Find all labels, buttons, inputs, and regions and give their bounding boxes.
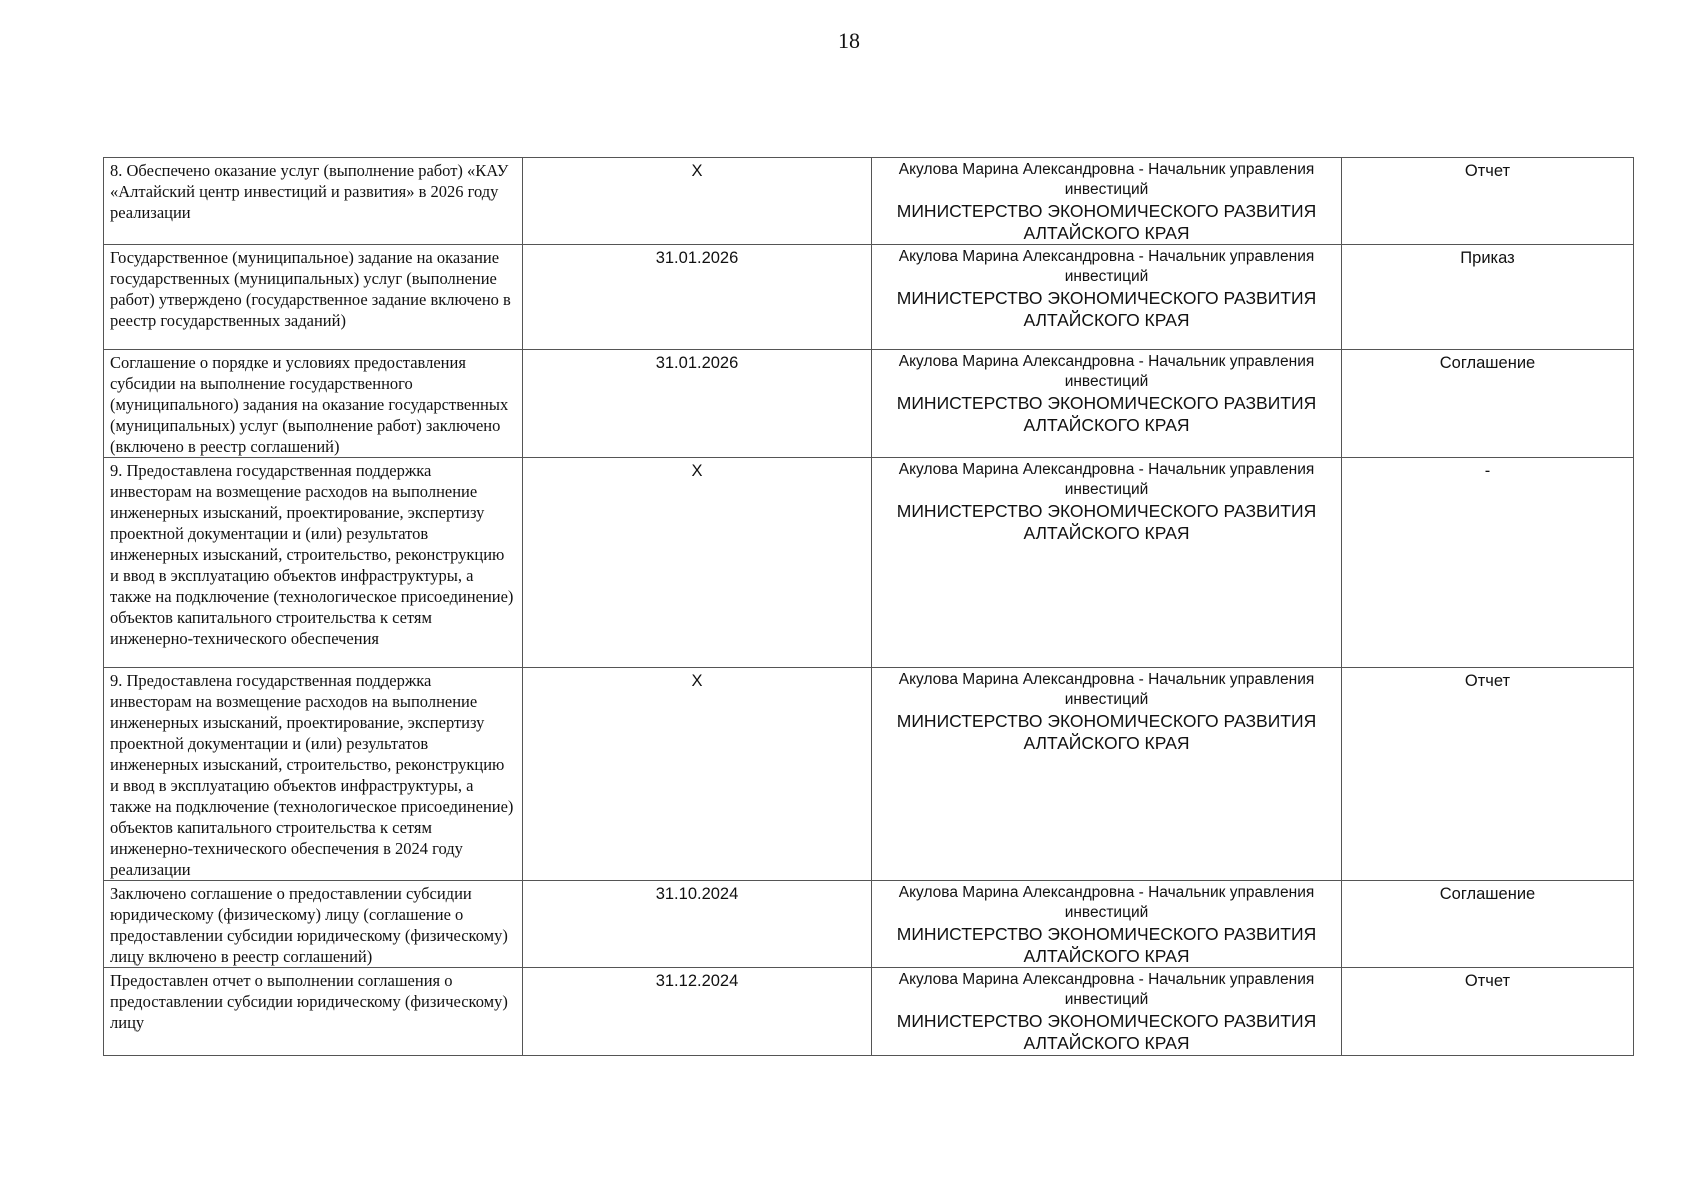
document-type-cell xyxy=(1342,968,1634,1056)
task-description-cell: 8. Обеспечено оказание услуг (выполнение работ) «КАУ «Алтайский центр инвестиций и развития» в 2026 году реализации xyxy=(104,158,523,245)
responsible-organization: МИНИСТЕРСТВО ЭКОНОМИЧЕСКОГО РАЗВИТИЯ АЛТАЙСКОГО КРАЯ xyxy=(896,201,1317,243)
document-type-value: Соглашение xyxy=(1439,885,1536,903)
document-type-value: Отчет xyxy=(1464,672,1511,690)
deadline-cell xyxy=(523,158,872,245)
deadline-value: 31.01.2026 xyxy=(655,354,739,372)
responsible-cell xyxy=(872,350,1342,458)
document-type-cell xyxy=(1342,458,1634,668)
table-row xyxy=(104,968,1634,1056)
document-type-value: Отчет xyxy=(1464,162,1511,180)
responsible-organization: МИНИСТЕРСТВО ЭКОНОМИЧЕСКОГО РАЗВИТИЯ АЛТАЙСКОГО КРАЯ xyxy=(896,393,1317,435)
task-description-cell: Государственное (муниципальное) задание на оказание государственных (муниципальных) услуг (выполнение работ) утверждено (государственное задание включено в реестр государственных заданий) xyxy=(104,245,523,350)
responsible-person: Акулова Марина Александровна - Начальник управления инвестиций xyxy=(898,971,1315,1008)
responsible-cell xyxy=(872,668,1342,881)
responsible-person: Акулова Марина Александровна - Начальник управления инвестиций xyxy=(898,248,1315,285)
deadline-value: X xyxy=(691,462,703,480)
deadline-value: 31.10.2024 xyxy=(655,885,739,903)
responsible-person: Акулова Марина Александровна - Начальник управления инвестиций xyxy=(898,671,1315,708)
deadline-cell xyxy=(523,245,872,350)
responsible-cell xyxy=(872,968,1342,1056)
document-type-value: Приказ xyxy=(1460,249,1515,267)
document-type-cell xyxy=(1342,245,1634,350)
responsible-organization: МИНИСТЕРСТВО ЭКОНОМИЧЕСКОГО РАЗВИТИЯ АЛТАЙСКОГО КРАЯ xyxy=(896,924,1317,966)
document-type-value: Отчет xyxy=(1464,972,1511,990)
task-description-cell: 9. Предоставлена государственная поддержка инвесторам на возмещение расходов на выполнение инженерных изысканий, проектирование, экспертизу проектной документации и (или) результатов инженерных изысканий, строительство, реконструкцию и ввод в эксплуатацию объектов инфраструктуры, а также на подключение (технологическое присоединение) объектов капитального строительства к сетям инженерно-технического обеспечения в 2024 году реализации xyxy=(104,668,523,881)
deadline-cell xyxy=(523,350,872,458)
responsible-person: Акулова Марина Александровна - Начальник управления инвестиций xyxy=(898,461,1315,498)
table-row xyxy=(104,881,1634,968)
responsible-person: Акулова Марина Александровна - Начальник управления инвестиций xyxy=(898,161,1315,198)
deadline-value: 31.12.2024 xyxy=(655,972,739,990)
deadline-value: X xyxy=(691,162,703,180)
document-type-cell xyxy=(1342,158,1634,245)
document-type-cell xyxy=(1342,350,1634,458)
responsible-organization: МИНИСТЕРСТВО ЭКОНОМИЧЕСКОГО РАЗВИТИЯ АЛТАЙСКОГО КРАЯ xyxy=(896,711,1317,753)
responsible-organization: МИНИСТЕРСТВО ЭКОНОМИЧЕСКОГО РАЗВИТИЯ АЛТАЙСКОГО КРАЯ xyxy=(896,1011,1317,1053)
table-row xyxy=(104,245,1634,350)
table-row xyxy=(104,458,1634,668)
responsible-person: Акулова Марина Александровна - Начальник управления инвестиций xyxy=(898,353,1315,390)
page-number: 18 xyxy=(838,28,860,53)
responsible-cell xyxy=(872,245,1342,350)
document-type-cell xyxy=(1342,881,1634,968)
table-row xyxy=(104,668,1634,881)
responsible-organization: МИНИСТЕРСТВО ЭКОНОМИЧЕСКОГО РАЗВИТИЯ АЛТАЙСКОГО КРАЯ xyxy=(896,288,1317,330)
responsible-cell xyxy=(872,158,1342,245)
deadline-value: 31.01.2026 xyxy=(655,249,739,267)
task-description-cell: 9. Предоставлена государственная поддержка инвесторам на возмещение расходов на выполнение инженерных изысканий, проектирование, экспертизу проектной документации и (или) результатов инженерных изысканий, строительство, реконструкцию и ввод в эксплуатацию объектов инфраструктуры, а также на подключение (технологическое присоединение) объектов капитального строительства к сетям инженерно-технического обеспечения xyxy=(104,458,523,668)
document-type-cell xyxy=(1342,668,1634,881)
responsible-person: Акулова Марина Александровна - Начальник управления инвестиций xyxy=(898,884,1315,921)
deadline-cell xyxy=(523,458,872,668)
table-row xyxy=(104,158,1634,245)
deadline-cell xyxy=(523,881,872,968)
task-description-cell: Заключено соглашение о предоставлении субсидии юридическому (физическому) лицу (соглашение о предоставлении субсидии юридическому (физическому) лицу включено в реестр соглашений) xyxy=(104,881,523,968)
task-description-cell: Предоставлен отчет о выполнении соглашения о предоставлении субсидии юридическому (физическому) лицу xyxy=(104,968,523,1056)
responsible-organization: МИНИСТЕРСТВО ЭКОНОМИЧЕСКОГО РАЗВИТИЯ АЛТАЙСКОГО КРАЯ xyxy=(896,501,1317,543)
document-type-value: - xyxy=(1484,462,1491,480)
table-row xyxy=(104,350,1634,458)
deadline-cell xyxy=(523,668,872,881)
task-description-cell: Соглашение о порядке и условиях предоставления субсидии на выполнение государственного (муниципального) задания на оказание государственных (муниципальных) услуг (выполнение работ) заключено (включено в реестр соглашений) xyxy=(104,350,523,458)
responsible-cell xyxy=(872,881,1342,968)
control-points-table xyxy=(103,157,1634,1056)
deadline-cell xyxy=(523,968,872,1056)
responsible-cell xyxy=(872,458,1342,668)
document-type-value: Соглашение xyxy=(1439,354,1536,372)
deadline-value: X xyxy=(691,672,703,690)
